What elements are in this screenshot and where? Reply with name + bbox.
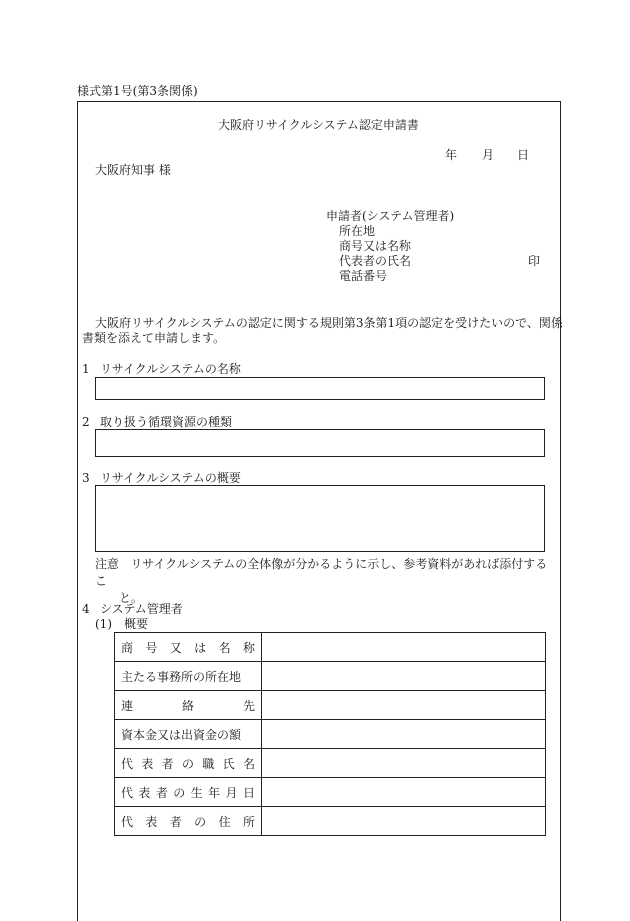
table-row-label-text: 氏 [222,756,235,771]
table-row-label-text: 者 [161,756,174,771]
table-row-label [115,633,262,662]
table-row-label [115,662,262,691]
table-row-label-text: の [181,756,194,771]
document-title: 大阪府リサイクルシステム認定申請書 [218,118,419,132]
table-row-label [115,778,262,807]
subsection-label: 概要 [124,617,149,631]
system-manager-table [114,632,546,836]
table-row-value-field[interactable] [262,749,546,778]
table-row-label-text: 表 [141,756,154,771]
date-month: 月 [482,148,495,162]
table-row-label-text: 年 [208,785,221,800]
applicant-heading: 申請者(システム管理者) [326,209,455,223]
section-1-label: リサイクルシステムの名称 [100,362,241,376]
table-row-label-text: 主たる事務所の所在地 [121,669,242,684]
table-row [115,633,546,662]
system-overview-field[interactable] [95,485,545,552]
table-row-label [115,691,262,720]
table-row-label-text: 代 [121,785,134,800]
table-row-value-field[interactable] [262,662,546,691]
table-row-label-text: 日 [242,785,255,800]
subsection-number: (1) [95,617,112,631]
section-3-number: 3 [82,471,90,485]
table-row [115,662,546,691]
note-line-1: リサイクルシステムの全体像が分かるように示し、参考資料があれば添付するこ [95,557,548,588]
table-row-label-text: 代 [121,814,134,829]
table-row-value-field[interactable] [262,807,546,836]
date-day: 日 [517,148,530,162]
table-row-label [115,749,262,778]
table-row-label-text: 者 [169,814,182,829]
body-text-line-2: 書類を添えて申請します。 [82,331,226,345]
table-row-label-text: 代 [121,756,134,771]
recycle-system-name-field[interactable] [95,377,545,400]
section-2-number: 2 [82,415,90,429]
applicant-phone-label: 電話番号 [339,269,388,283]
applicant-address-label: 所在地 [339,224,376,238]
section-1-number: 1 [82,362,90,376]
table-row-label-text: 職 [202,756,215,771]
table-row-label-text: 生 [190,785,203,800]
table-row-label-text: 資本金又は出資金の額 [121,727,242,742]
table-row-label [115,720,262,749]
resource-type-field[interactable] [95,429,545,457]
table-row [115,720,546,749]
table-row-label-text: 又 [169,640,182,655]
section-3-label: リサイクルシステムの概要 [100,471,241,485]
table-row [115,778,546,807]
section-2-label: 取り扱う循環資源の種類 [100,415,233,429]
table-row-label-text: 先 [242,698,255,713]
table-row-label-text: の [173,785,186,800]
table-row-label-text: 者 [155,785,168,800]
table-row-label-text: 商 [121,640,134,655]
applicant-representative-label: 代表者の氏名 [339,254,412,268]
table-row-label-text: 絡 [181,698,194,713]
table-row-label [115,807,262,836]
note-text [95,556,555,607]
table-row-label-text: 所 [242,814,255,829]
table-row-label-text: 連 [121,698,134,713]
date-year: 年 [445,148,458,162]
section-4-label: システム管理者 [100,602,183,616]
table-row [115,691,546,720]
table-row-label-text: 表 [138,785,151,800]
table-row-label-text: は [194,640,207,655]
table-row-value-field[interactable] [262,778,546,807]
table-row-label-text: 名 [242,756,255,771]
table-row-value-field[interactable] [262,633,546,662]
table-row-label-text: 名 [218,640,231,655]
table-row-label-text: 月 [225,785,238,800]
body-text-line-1: 大阪府リサイクルシステムの認定に関する規則第3条第1項の認定を受けたいので、関係 [95,316,563,330]
table-row-value-field[interactable] [262,720,546,749]
applicant-trade-name-label: 商号又は名称 [339,239,412,253]
table-row-label-text: 表 [145,814,158,829]
table-row-label-text: 住 [218,814,231,829]
table-row [115,749,546,778]
addressee: 大阪府知事 様 [95,163,171,177]
table-row [115,807,546,836]
table-row-label-text: 号 [145,640,158,655]
table-row-label-text: の [194,814,207,829]
table-row-label-text: 称 [242,640,255,655]
seal-mark: 印 [528,254,541,268]
table-row-value-field[interactable] [262,691,546,720]
note-head: 注意 [95,557,120,571]
form-number-label: 様式第1号(第3条関係) [77,84,198,98]
section-4-number: 4 [82,602,90,616]
note-line-2: と。 [119,591,144,605]
